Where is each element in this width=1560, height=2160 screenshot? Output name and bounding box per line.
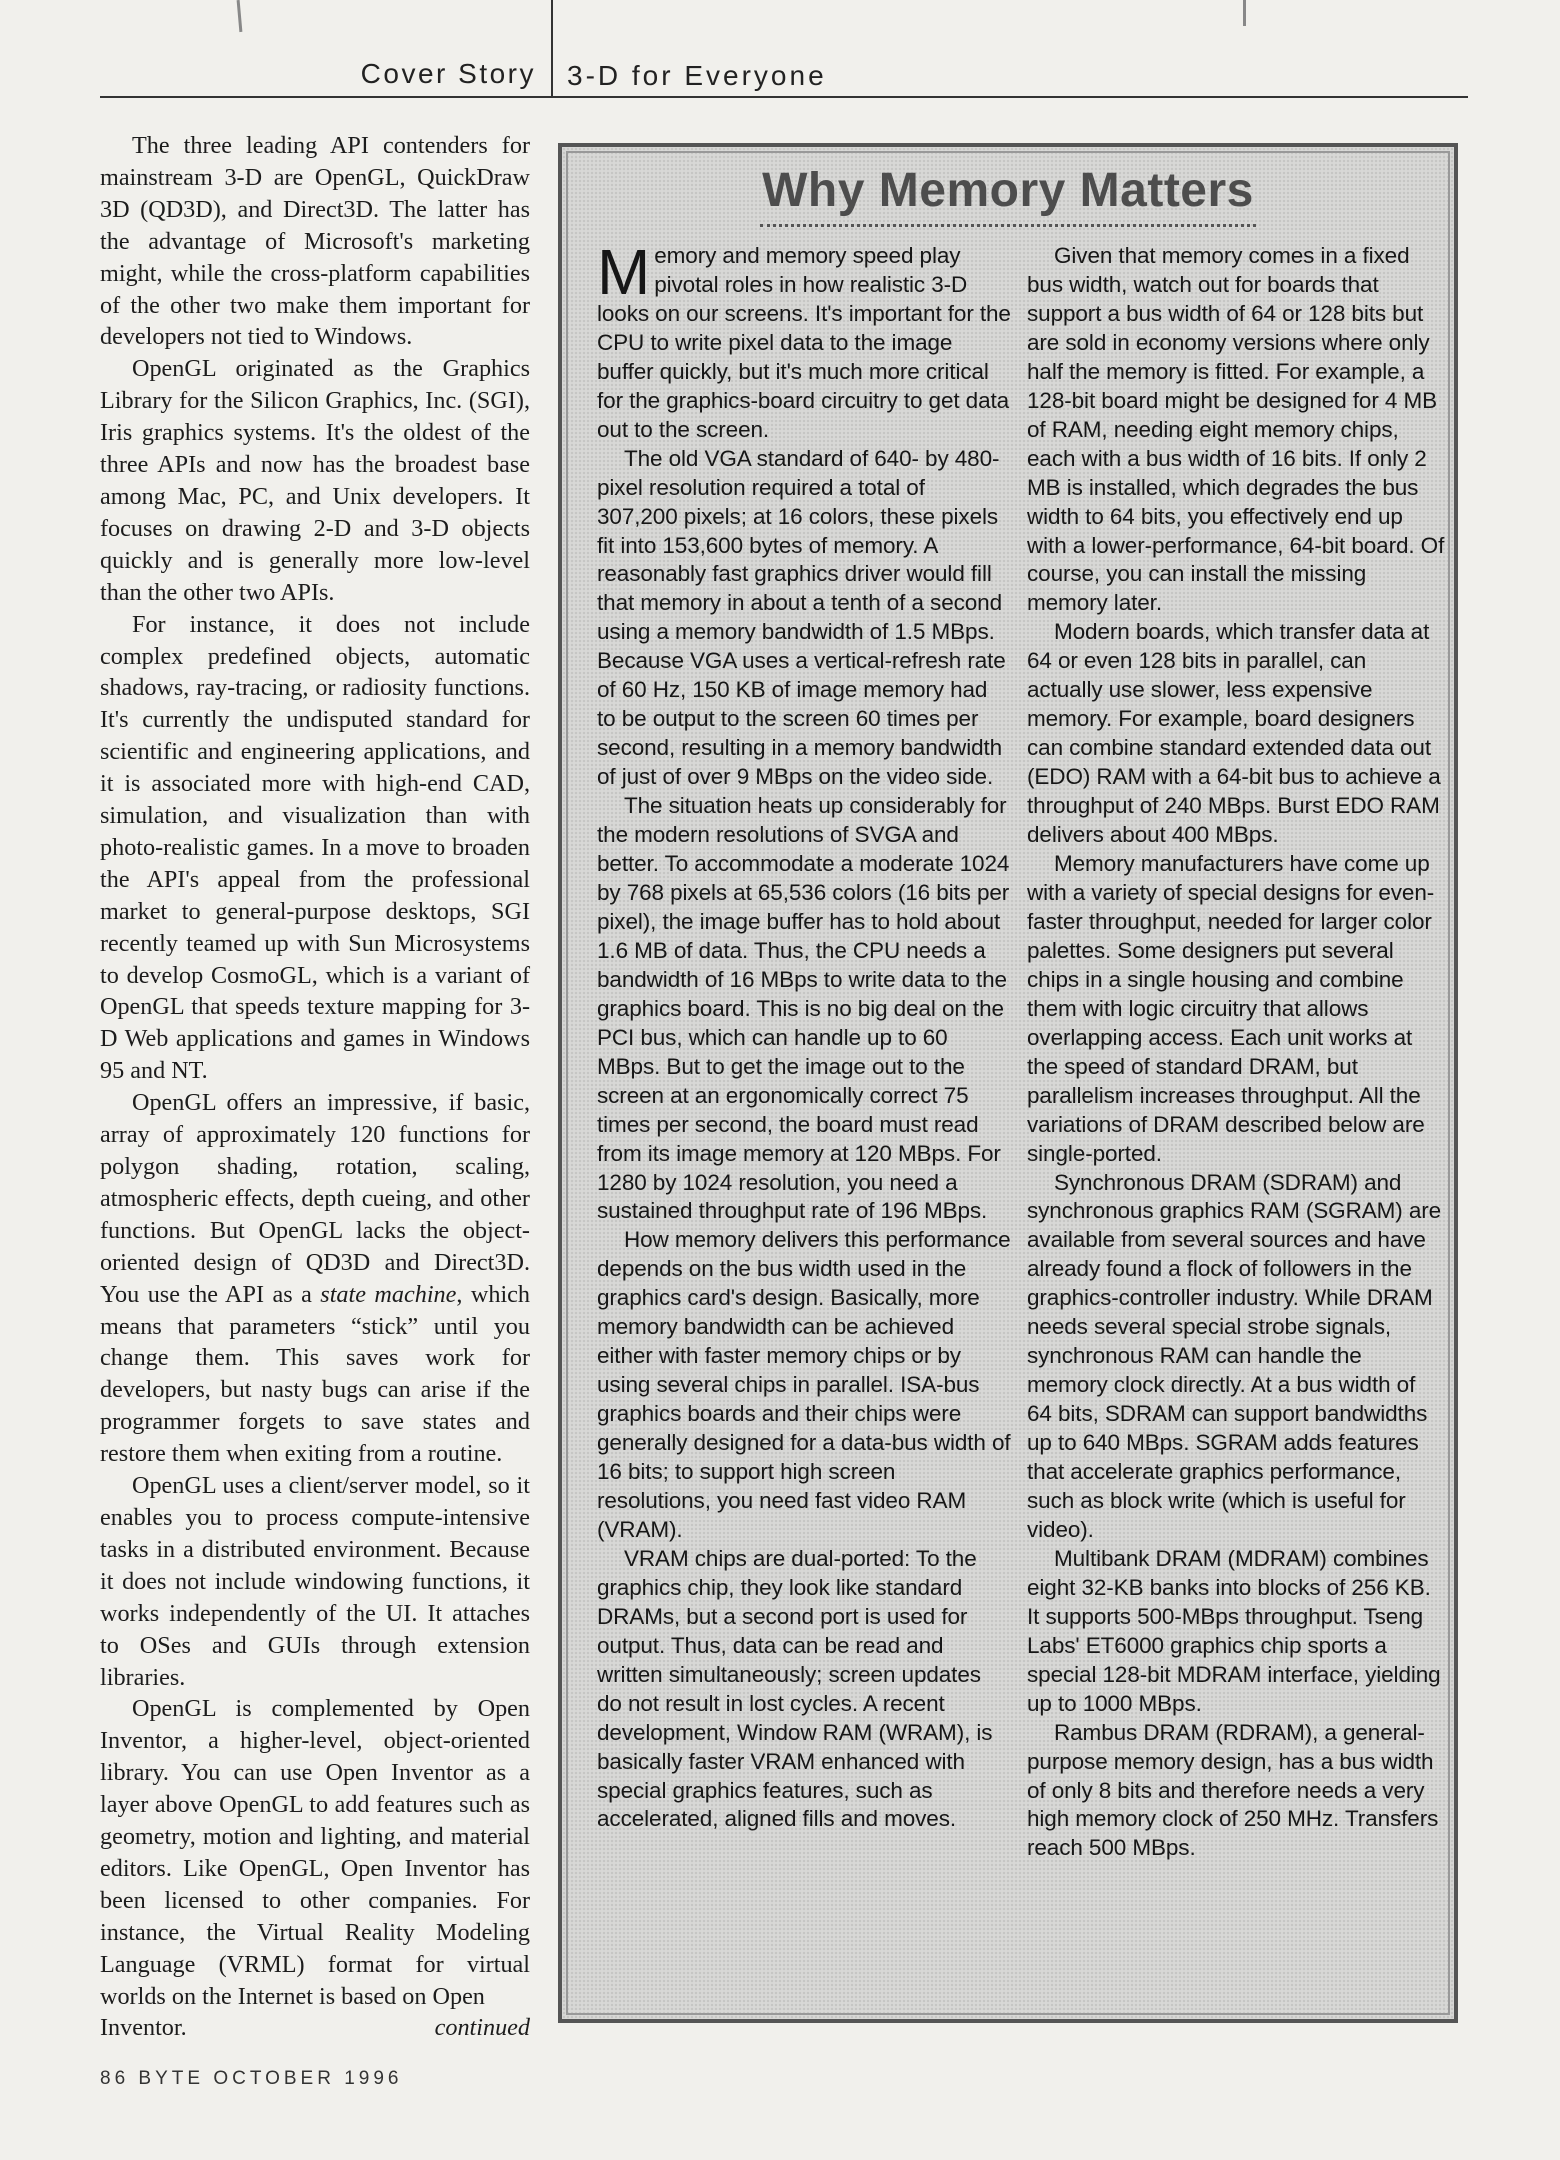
drop-cap: M	[597, 236, 651, 308]
crop-mark-left	[237, 0, 243, 32]
page-number: 86	[100, 2068, 130, 2089]
paragraph-text: emory and memory speed play pivotal roles in how realistic 3-D looks on our screens. It's important for the CPU to write pixel data to the image buffer quickly, but it's much more critical for the graphics-board circuitry to get data out to the screen.	[597, 243, 1011, 442]
sidebar-paragraph: The old VGA standard of 640- by 480-pixel resolution required a total of 307,200 pixels; at 16 colors, these pixels fit into 153,600 bytes of memory. A reasonably fast graphics driver would fill that memory in about a tenth of a second using a memory bandwidth of 1.5 MBps. Because VGA uses a vertical-refresh rate of 60 Hz, 150 KB of image memory had to be output to the screen 60 times per second, resulting in a memory bandwidth of just of over 9 MBps on the video side.	[597, 445, 1006, 790]
article-paragraph: For instance, it does not include complex predefined objects, automatic shadows, ray-tracing, or radiosity functions. It's currently the undisputed standard for scientific and engineering applications, and it is associated more with high-end CAD, simulation, and visualization than with photo-realistic games. In a move to broaden the API's appeal from the professional market to general-purpose desktops, SGI recently teamed up with Sun Microsystems to develop CosmoGL, which is a variant of OpenGL that speeds texture mapping for 3-D Web applications and games in Windows 95 and NT.	[100, 610, 530, 1085]
header-divider	[551, 0, 553, 96]
continued-label: continued	[434, 2014, 530, 2042]
header-rule	[100, 96, 1468, 98]
sidebar-title-text: Why Memory Matters	[760, 163, 1256, 227]
sidebar-paragraph: How memory delivers this performance depends on the bus width used in the graphics card's design. Basically, more memory bandwidth can be achieved either with faster memory chips or by using several chips in parallel. ISA-bus graphics boards and their chips were generally designed for a data-bus width of 16 bits; to support high screen resolutions, you need fast video RAM (VRAM).	[597, 1227, 1011, 1542]
publication-name: BYTE	[138, 2068, 205, 2089]
sidebar-column-right	[1027, 242, 1445, 1863]
article-paragraph: OpenGL originated as the Graphics Library for the Silicon Graphics, Inc. (SGI), Iris graphics systems. It's the oldest of the three APIs and now has the broadest base among Mac, PC, and Unix developers. It focuses on drawing 2-D and 3-D objects quickly and is generally more low-level than the other two APIs.	[100, 355, 530, 606]
issue-date: OCTOBER 1996	[213, 2068, 403, 2089]
article-paragraph	[100, 1087, 530, 1470]
sidebar-paragraph: Given that memory comes in a fixed bus width, watch out for boards that support a bus width of 64 or 128 bits but are sold in economy versions where only half the memory is fitted. For example, a 128-bit board might be designed for 4 MB of RAM, needing eight memory chips, each with a bus width of 16 bits. If only 2 MB is installed, which degrades the bus width to 64 bits, you effectively end up with a lower-performance, 64-bit board. Of course, you can install the missing memory later.	[1027, 243, 1445, 616]
sidebar-paragraph	[597, 236, 1011, 445]
continued-line	[100, 2012, 530, 2044]
sidebar-paragraph: The situation heats up considerably for the modern resolutions of SVGA and better. To accommodate a moderate 1024 by 768 pixels at 65,536 colors (16 bits per pixel), the image buffer has to hold about 1.6 MB of data. Thus, the CPU needs a bandwidth of 16 MBps to write data to the graphics board. This is no big deal on the PCI bus, which can handle up to 60 MBps. But to get the image out to the screen at an ergonomically correct 75 times per second, the board must read from its image memory at 120 MBps. For 1280 by 1024 resolution, you need a sustained throughput rate of 196 MBps.	[597, 793, 1010, 1224]
sidebar-paragraph: Memory manufacturers have come up with a variety of special designs for even-faster throughput, needed for larger color palettes. Some designers put several chips in a single housing and combine them with logic circuitry that allows overlapping access. Each unit works at the speed of standard DRAM, but parallelism increases throughput. All the variations of DRAM described below are single-ported.	[1027, 851, 1435, 1166]
sidebar-box	[558, 143, 1458, 2023]
section-label: Cover Story	[360, 58, 536, 89]
sidebar-column-left	[597, 236, 1011, 1834]
page-footer	[100, 2068, 402, 2090]
paragraph-text: , which means that parameters “stick” until you change them. This saves work for developers, but nasty bugs can arise if the programmer forgets to save states and restore them when exiting from a routine.	[100, 1280, 531, 1468]
article-paragraph: The three leading API contenders for mainstream 3-D are OpenGL, QuickDraw 3D (QD3D), and Direct3D. The latter has the advantage of Microsoft's marketing might, while the cross-platform capabilities of the other two make them important for developers not tied to Windows.	[100, 132, 530, 351]
sidebar-paragraph: Modern boards, which transfer data at 64 or even 128 bits in parallel, can actually use slower, less expensive memory. For example, board designers can combine standard extended data out (EDO) RAM with a 64-bit bus to achieve a throughput of 240 MBps. Burst EDO RAM delivers about 400 MBps.	[1027, 619, 1441, 848]
story-label: 3-D for Everyone	[567, 60, 827, 91]
sidebar-paragraph: Multibank DRAM (MDRAM) combines eight 32-KB banks into blocks of 256 KB. It supports 500-MBps throughput. Tseng Labs' ET6000 graphics chip sports a special 128-bit MDRAM interface, yielding up to 1000 MBps.	[1027, 1545, 1441, 1716]
emphasis-term: state machine	[320, 1280, 457, 1308]
sidebar-paragraph: VRAM chips are dual-ported: To the graphics chip, they look like standard DRAMs, but a second port is used for output. Thus, data can be read and written simultaneously; screen updates do not result in lost cycles. A recent development, Window RAM (WRAM), is basically faster VRAM enhanced with special graphics features, such as accelerated, aligned fills and moves.	[597, 1545, 993, 1832]
crop-mark-right	[1243, 0, 1246, 26]
article-main-column	[100, 130, 531, 2042]
sidebar-paragraph: Synchronous DRAM (SDRAM) and synchronous graphics RAM (SGRAM) are available from several sources and have already found a flock of followers in the graphics-controller industry. While DRAM needs several special strobe signals, synchronous RAM can handle the memory clock directly. At a bus width of 64 bits, SDRAM can support bandwidths up to 640 MBps. SGRAM adds features that accelerate graphics performance, such as block write (which is useful for video).	[1027, 1169, 1442, 1542]
sidebar-title	[562, 163, 1454, 227]
sidebar-paragraph: Rambus DRAM (RDRAM), a general-purpose memory design, has a bus width of only 8 bits and therefore needs a very high memory clock of 250 MHz. Transfers reach 500 MBps.	[1027, 1719, 1439, 1861]
article-paragraph: OpenGL is complemented by Open Inventor, a higher-level, object-oriented library. You can use Open Inventor as a layer above OpenGL to add features such as geometry, motion and lighting, and material editors. Like OpenGL, Open Inventor has been licensed to other companies. For instance, the Virtual Reality Modeling Language (VRML) format for virtual worlds on the Internet is based on Open	[100, 1695, 530, 2010]
article-paragraph: OpenGL uses a client/server model, so it enables you to process compute-intensive tasks in a distributed environment. Because it does not include windowing functions, it works independently of the UI. It attaches to OSes and GUIs through extension libraries.	[100, 1472, 530, 1691]
paragraph-text: OpenGL offers an impressive, if basic, array of approximately 120 functions for polygon shading, rotation, scaling, atmospheric effects, depth cueing, and other functions. But OpenGL lacks the object-oriented design of QD3D and Direct3D. You use the API as a	[100, 1089, 530, 1308]
paragraph-text: Inventor.	[100, 2014, 187, 2042]
